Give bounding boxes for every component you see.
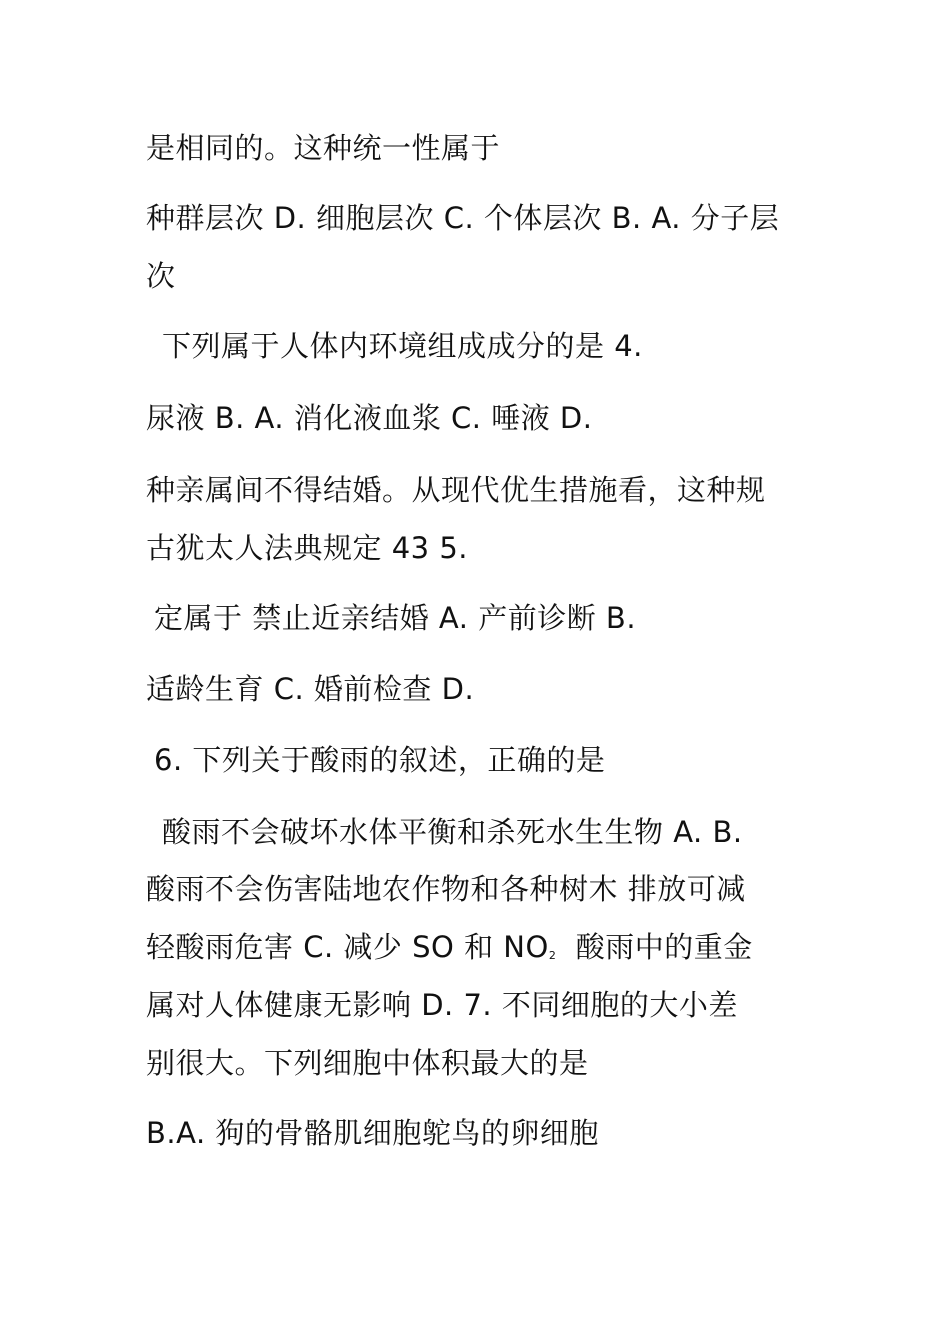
subscript-2: 2: [548, 949, 557, 962]
text-line-1: 是相同的。这种统一性属于: [146, 131, 501, 165]
text-line-13-part-1: 轻酸雨危害 C. 减少 SO 和 NO: [146, 930, 549, 964]
text-line-10: 6. 下列关于酸雨的叙述，正确的是: [154, 743, 606, 777]
text-line-3: 次: [146, 259, 176, 293]
text-line-6: 种亲属间不得结婚。从现代优生措施看，这种规: [146, 473, 766, 507]
text-line-4: 下列属于人体内环境组成成分的是 4.: [162, 329, 643, 363]
text-line-13-part-2: 酸雨中的重金: [556, 930, 753, 964]
text-line-8: 定属于 禁止近亲结婚 A. 产前诊断 B.: [154, 601, 637, 635]
text-line-9: 适龄生育 C. 婚前检查 D.: [146, 672, 475, 706]
text-line-7: 古犹太人法典规定 43 5.: [146, 531, 469, 565]
text-line-14: 属对人体健康无影响 D. 7. 不同细胞的大小差: [146, 988, 738, 1022]
text-line-11: 酸雨不会破坏水体平衡和杀死水生生物 A. B.: [162, 815, 743, 849]
text-line-16: B.A. 狗的骨骼肌细胞鸵鸟的卵细胞: [146, 1116, 599, 1150]
text-line-2: 种群层次 D. 细胞层次 C. 个体层次 B. A. 分子层: [146, 201, 780, 235]
text-line-15: 别很大。下列细胞中体积最大的是: [146, 1046, 589, 1080]
text-line-12: 酸雨不会伤害陆地农作物和各种树木 排放可减: [146, 872, 746, 906]
text-line-5: 尿液 B. A. 消化液血浆 C. 唾液 D.: [146, 401, 593, 435]
text-line-13: [146, 930, 753, 973]
